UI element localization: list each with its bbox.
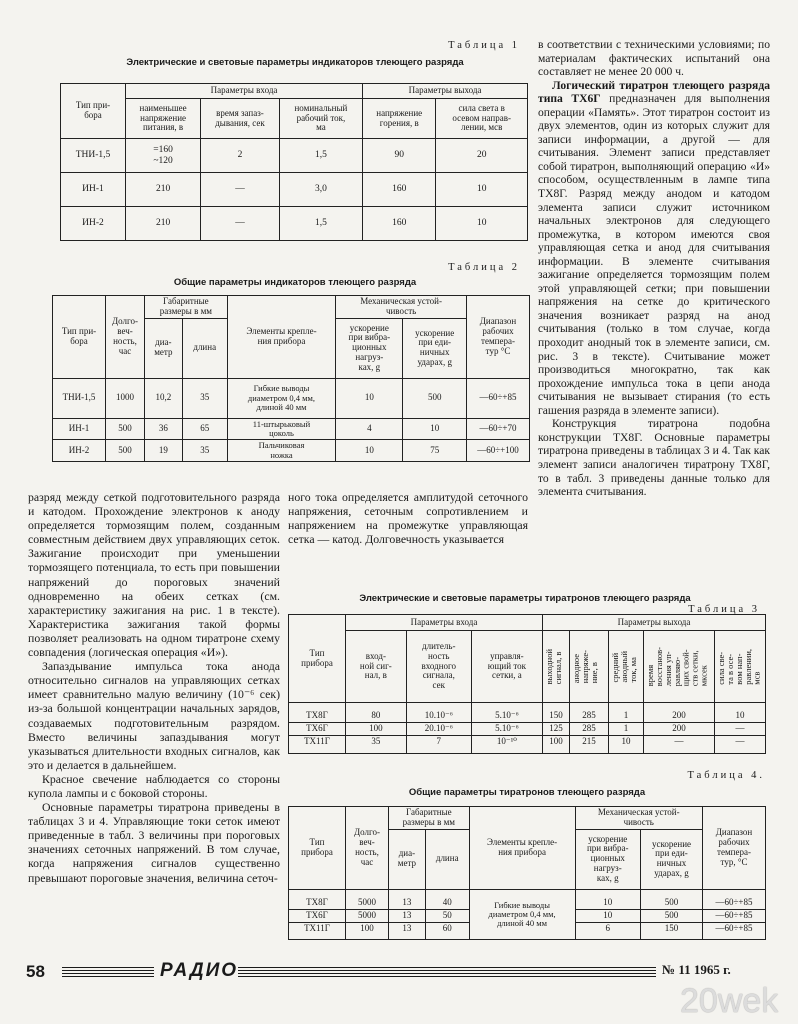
cell-delay: — — [201, 207, 280, 241]
cell-ctrl: 5.10⁻⁶ — [471, 703, 542, 723]
table1-h-min-v: наименьшее напряжение питания, в — [126, 99, 201, 139]
footer-rule-left — [62, 967, 154, 977]
table2-h-mount: Элементы крепле- ния прибора — [227, 296, 336, 379]
cell-len: 35 — [182, 440, 227, 462]
cell-light: 10 — [436, 173, 528, 207]
cell-anode-i: 10 — [609, 735, 644, 753]
issue-number: № 11 1965 г. — [662, 962, 731, 977]
cell-current: 1,5 — [279, 139, 362, 173]
table3-h-light: сила све- та в осе- вом нап- равлении, мсв — [716, 648, 762, 685]
cell-shock: 500 — [403, 378, 467, 418]
cell-life: 100 — [346, 922, 389, 940]
cell-shock: 75 — [403, 440, 467, 462]
table-row — [289, 735, 766, 753]
table4-h-mech: Механическая устой- чивость — [575, 807, 703, 830]
cell-mount: Пальчиковая ножка — [227, 440, 336, 462]
cell-burn: 160 — [363, 207, 436, 241]
cell-ctrl: 5.10⁻⁶ — [471, 722, 542, 735]
paragraph: Запаздывание импульса тока анода относительно сигналов на управляющих сетках имеет сравнительно малую величину (10⁻⁶ сек) из-за большой концентрации начальных зарядов, создаваемых подготовительным разрядом. Вместо величины запаздывания могут указываться длительности входных сигналов, как это и делается в дальнейшем. — [28, 659, 280, 772]
cell-light: 20 — [436, 139, 528, 173]
table2-title: Общие параметры индикаторов тлеющего разряда — [173, 277, 417, 288]
table1-h-type: Тип при- бора — [61, 84, 126, 139]
cell-type: ТНИ-1,5 — [53, 378, 106, 418]
table3-h-anode-v: анодное напряже- ние, в — [571, 649, 599, 684]
paragraph: Конструкция тиратрона подобна конструкции ТХ8Г. Основные параметры тиратрона приведены в таблицах 3 и 4. Так как элемент записи аналогичен тиратрону ТХ8Г, то в табл. 3 приведены данные только для элемента считывания. — [538, 417, 770, 499]
cell-mount: Гибкие выводы диаметром 0,4 мм, длиной 40 мм — [227, 378, 336, 418]
table4-h-type: Тип прибора — [289, 807, 346, 890]
cell-dur: 20.10⁻⁶ — [406, 722, 471, 735]
cell-shock: 500 — [640, 909, 702, 922]
table-row — [61, 139, 528, 173]
cell-dia: 10,2 — [145, 378, 183, 418]
table2 — [52, 295, 530, 462]
paragraph — [538, 79, 770, 418]
cell-dia: 19 — [145, 440, 183, 462]
cell-type: ИН-2 — [53, 440, 106, 462]
cell-anode-i: 1 — [609, 703, 644, 723]
cell-dur: 7 — [406, 735, 471, 753]
table3-h-output: Параметры выхода — [543, 615, 766, 631]
cell-ctrl: 10⁻¹⁰ — [471, 735, 542, 753]
cell-type: ИН-1 — [61, 173, 126, 207]
footer-rule-right — [238, 967, 656, 977]
cell-dia: 13 — [389, 889, 426, 909]
table2-h-len: длина — [182, 318, 227, 378]
table4-h-vib: ускорение при вибра- ционных нагруз- ках, g — [575, 829, 640, 889]
cell-out-sig: 150 — [543, 703, 570, 723]
paragraph: разряд между сеткой подготовительного разряда и катодом. Прохождение электронов к аноду определяется тормозящим полем, созданным совместным действием двух управляющих сеток. Зажигание происходит при уменьшении тормозящего потенциала, то есть при повышении напряжений до пороговых значений одновременно на обеих сетках (см. характеристику зажигания на рис. 1 в тексте). Характеристика зажигания такой формы позволяет реализовать на одном тиратроне схему совпадения (логическая операция «И»). — [28, 490, 280, 660]
cell-dur: 10.10⁻⁶ — [406, 703, 471, 723]
cell-shock: 150 — [640, 922, 702, 940]
table-row — [61, 173, 528, 207]
table3 — [288, 614, 766, 754]
cell-restore: — — [644, 735, 715, 753]
cell-vib: 10 — [575, 909, 640, 922]
cell-burn: 160 — [363, 173, 436, 207]
cell-vib: 10 — [336, 378, 403, 418]
table4-h-shock: ускорение при еди- ничных ударах, g — [640, 829, 702, 889]
table4-h-dims: Габаритные размеры в мм — [389, 807, 470, 830]
cell-type: ТХ8Г — [289, 703, 346, 723]
table1 — [60, 83, 528, 241]
table3-h-anode-i: средний анодный ток, ма — [610, 650, 638, 683]
cell-min-v: 210 — [126, 173, 201, 207]
cell-dia: 13 — [389, 909, 426, 922]
paragraph: Красное свечение наблюдается со стороны купола лампы и с боковой стороны. — [28, 771, 280, 800]
cell-anode-v: 215 — [570, 735, 609, 753]
cell-burn: 90 — [363, 139, 436, 173]
cell-type: ИН-1 — [53, 418, 106, 440]
cell-in-sig: 35 — [346, 735, 407, 753]
table4-h-len: длина — [425, 829, 469, 889]
table2-label: Таблица 2 — [448, 262, 520, 273]
cell-temp: —60÷+70 — [467, 418, 530, 440]
table4-h-dia: диа- метр — [389, 829, 426, 889]
table-row — [53, 440, 530, 462]
table4 — [288, 806, 766, 940]
paragraph: в соответствии с техническими условиями; по материалам фактических испытаний она составляет не менее 20 000 ч. — [538, 38, 770, 79]
table-row — [289, 722, 766, 735]
table2-h-type: Тип при- бора — [53, 296, 106, 379]
cell-type: ТХ11Г — [289, 735, 346, 753]
cell-mount: Гибкие выводы диаметром 0,4 мм, длиной 40 мм — [469, 889, 575, 940]
cell-dia: 36 — [145, 418, 183, 440]
middle-column-text — [288, 490, 528, 546]
paragraph-text: предназначен для выполнения операции «Память». Этот тиратрон состоит из двух элементов, один из которых служит для записи информации, а другой — для считывания. Элемент записи представляет собой тиратрон, выполняющий операцию «И» способом, осуществленным в лампе типа ТХ8Г. Разряд между анодом и катодом элемента записи служит источником начальных электронов для следующего промежутка, в котором имеются своя управляющая сетка и анод для считывания информации. В элементе считывания зажигание определяется тормозящим полем этой управляющей сетки; при повышении напряжения на сетке до критического значения возникает разряд на анод считывания (только в том случае, когда проходит анодный ток в элементе записи, см. рис. 3 в тексте). Считывание может производиться многократно, так как прохождение импульса тока в цепи анода считывания не вызывает стирания (то есть гашения разряда в элементе записи). — [538, 92, 770, 417]
cell-shock: 10 — [403, 418, 467, 440]
left-column-text — [28, 490, 280, 885]
cell-temp: —60÷+100 — [467, 440, 530, 462]
cell-type: ТХ6Г — [289, 909, 346, 922]
cell-delay: — — [201, 173, 280, 207]
table-row — [289, 703, 766, 723]
cell-temp: —60÷+85 — [467, 378, 530, 418]
table-row — [289, 889, 766, 909]
table3-label: Таблица 3 — [688, 604, 760, 615]
table2-h-life: Долго- веч- ность, час — [106, 296, 145, 379]
cell-life: 5000 — [346, 889, 389, 909]
table4-h-temp: Диапазон рабочих темпера- тур, °С — [703, 807, 766, 890]
cell-anode-v: 285 — [570, 703, 609, 723]
table2-h-shock: ускорение при еди- ничных ударах, g — [403, 318, 467, 378]
cell-temp: —60÷+85 — [703, 922, 766, 940]
table-row — [61, 207, 528, 241]
cell-vib: 10 — [336, 440, 403, 462]
cell-restore: 200 — [644, 703, 715, 723]
cell-light: 10 — [436, 207, 528, 241]
cell-out-sig: 100 — [543, 735, 570, 753]
cell-min-v: =160 ~120 — [126, 139, 201, 173]
cell-current: 3,0 — [279, 173, 362, 207]
cell-mount: 11-штырьковый цоколь — [227, 418, 336, 440]
cell-len: 35 — [182, 378, 227, 418]
table1-h-input: Параметры входа — [126, 84, 363, 99]
table4-h-life: Долго- веч- ность, час — [346, 807, 389, 890]
cell-current: 1,5 — [279, 207, 362, 241]
cell-delay: 2 — [201, 139, 280, 173]
cell-life: 5000 — [346, 909, 389, 922]
table2-h-vib: ускорение при вибра- ционных нагруз- ках, g — [336, 318, 403, 378]
table1-title: Электрические и световые параметры индикаторов тлеющего разряда — [126, 57, 464, 68]
table-row — [53, 378, 530, 418]
table4-label: Таблица 4. — [687, 770, 765, 781]
table2-h-temp: Диапазон рабочих темпера- тур °С — [467, 296, 530, 379]
cell-type: ТНИ-1,5 — [61, 139, 126, 173]
table4-title: Общие параметры тиратронов тлеющего разряда — [408, 787, 646, 798]
cell-anode-i: 1 — [609, 722, 644, 735]
table3-h-in-sig: вход- ной сиг- нал, в — [346, 631, 407, 703]
cell-in-sig: 100 — [346, 722, 407, 735]
cell-type: ТХ8Г — [289, 889, 346, 909]
table3-h-input: Параметры входа — [346, 615, 543, 631]
table1-h-current: номинальный рабочий ток, ма — [279, 99, 362, 139]
cell-dia: 13 — [389, 922, 426, 940]
cell-light: 10 — [715, 703, 766, 723]
watermark: 20wek — [680, 982, 779, 1020]
cell-in-sig: 80 — [346, 703, 407, 723]
cell-vib: 10 — [575, 889, 640, 909]
cell-life: 1000 — [106, 378, 145, 418]
table1-h-output: Параметры выхода — [363, 84, 528, 99]
magazine-name: РАДИО — [160, 960, 239, 981]
table3-h-out-sig: выходной сигнал, в — [544, 648, 563, 685]
table2-h-mech: Механическая устой- чивость — [336, 296, 467, 319]
table1-label: Таблица 1 — [448, 40, 520, 51]
page-number: 58 — [26, 962, 45, 981]
cell-life: 500 — [106, 440, 145, 462]
cell-len: 65 — [182, 418, 227, 440]
cell-light: — — [715, 722, 766, 735]
table3-h-restore: время восстанов- ления уп- равляю- щих свой- ств сетки, мксек — [645, 646, 709, 687]
cell-temp: —60÷+85 — [703, 889, 766, 909]
cell-type: ИН-2 — [61, 207, 126, 241]
paragraph: ного тока определяется амплитудой сеточного напряжения, сеточным сопротивлением и напряжением на промежутке управляющая сетка — катод. Долговечность указывается — [288, 490, 528, 547]
cell-light: — — [715, 735, 766, 753]
cell-len: 50 — [425, 909, 469, 922]
cell-life: 500 — [106, 418, 145, 440]
table4-h-mount: Элементы крепле- ния прибора — [469, 807, 575, 890]
table1-h-delay: время запаз- дывания, сек — [201, 99, 280, 139]
table1-h-burn: напряжение горения, в — [363, 99, 436, 139]
section-heading: Логический тиратрон тлеющего разряда типа ТХ6Г — [538, 78, 770, 106]
table3-h-dur: длитель- ность входного сигнала, сек — [406, 631, 471, 703]
cell-len: 40 — [425, 889, 469, 909]
table-row — [53, 418, 530, 440]
paragraph: Основные параметры тиратрона приведены в таблицах 3 и 4. Управляющие токи сеток имеют приведенные в табл. 3 величины при пороговых значениях сеточных напряжений. В том случае, когда напряжения сигналов существенно превышают пороговые значения, величина сеточ- — [28, 800, 280, 885]
table3-h-type: Тип прибора — [289, 615, 346, 703]
table3-h-ctrl: управля- ющий ток сетки, а — [471, 631, 542, 703]
cell-temp: —60÷+85 — [703, 909, 766, 922]
cell-type: ТХ11Г — [289, 922, 346, 940]
table2-h-dia: диа- метр — [145, 318, 183, 378]
cell-anode-v: 285 — [570, 722, 609, 735]
right-column-text — [538, 38, 770, 499]
cell-min-v: 210 — [126, 207, 201, 241]
cell-restore: 200 — [644, 722, 715, 735]
cell-len: 60 — [425, 922, 469, 940]
cell-type: ТХ6Г — [289, 722, 346, 735]
cell-vib: 6 — [575, 922, 640, 940]
cell-shock: 500 — [640, 889, 702, 909]
table3-title: Электрические и световые параметры тиратронов тлеющего разряда — [359, 593, 691, 604]
cell-vib: 4 — [336, 418, 403, 440]
table1-h-light: сила света в осевом направ- лении, мсв — [436, 99, 528, 139]
table2-h-dims: Габаритные размеры в мм — [145, 296, 228, 319]
cell-out-sig: 125 — [543, 722, 570, 735]
